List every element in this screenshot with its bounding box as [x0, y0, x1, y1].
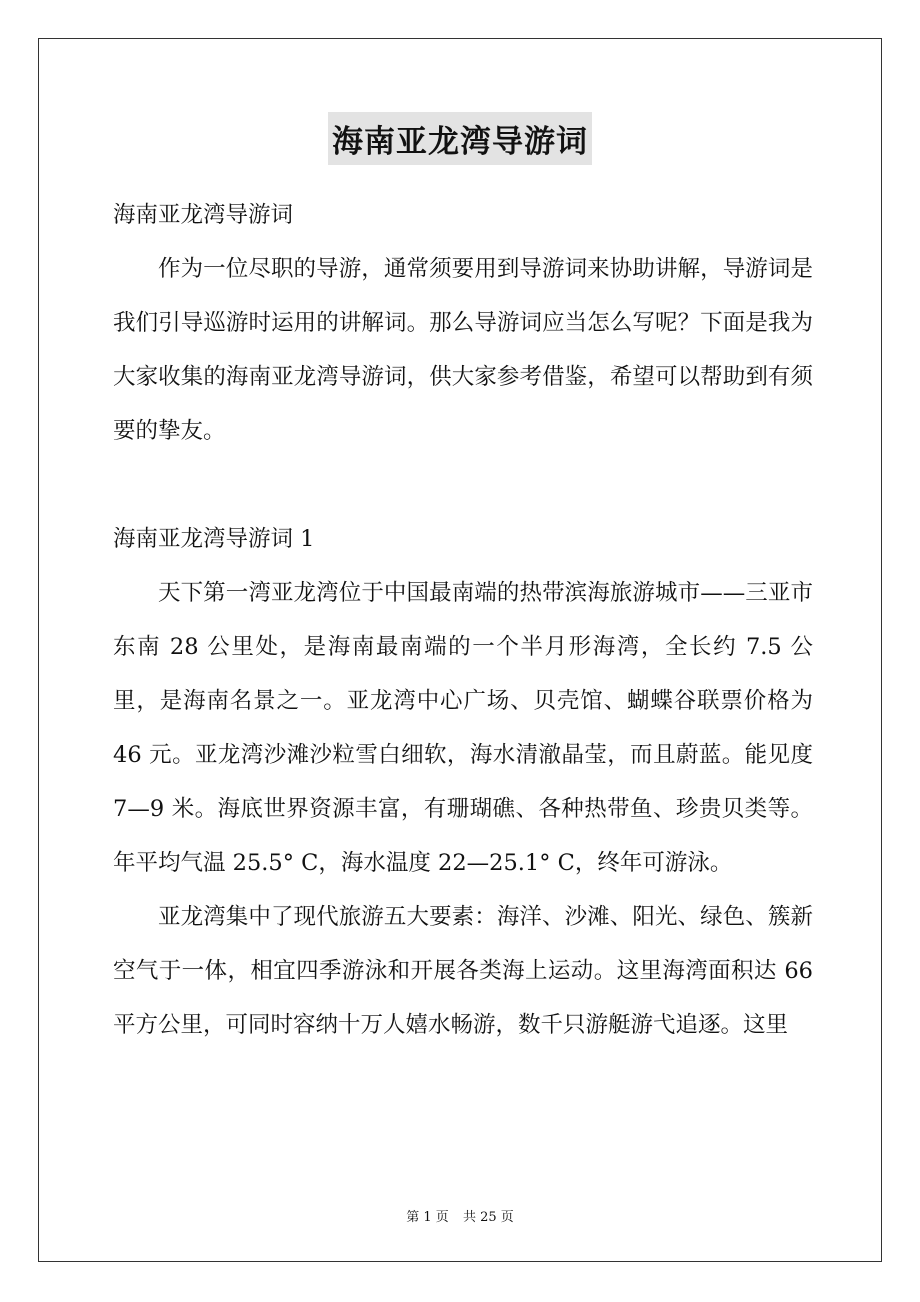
- section-spacer: [113, 458, 813, 512]
- page-total: 共 25 页: [462, 1210, 514, 1225]
- intro-heading: 海南亚龙湾导游词: [113, 202, 294, 228]
- intro-paragraph: 作为一位尽职的导游，通常须要用到导游词来协助讲解，导游词是我们引导巡游时运用的讲解词。那么导游词应当怎么写呢？下面是我为大家收集的海南亚龙湾导游词，供大家参考借鉴，希望可以帮助到有须要的挚友。: [113, 256, 813, 444]
- section1-heading: 海南亚龙湾导游词 1: [113, 526, 315, 552]
- page-footer: [0, 1206, 920, 1225]
- document-body: [113, 188, 813, 1052]
- title-container: [0, 112, 920, 165]
- document-title: 海南亚龙湾导游词: [328, 112, 592, 165]
- section1-paragraph-1: 天下第一湾亚龙湾位于中国最南端的热带滨海旅游城市——三亚市东南 28 公里处，是海南最南端的一个半月形海湾，全长约 7.5 公里，是海南名景之一。亚龙湾中心广场、贝壳馆、蝴蝶谷联票价格为 46 元。亚龙湾沙滩沙粒雪白细软，海水清澈晶莹，而且蔚蓝。能见度 7—9 米。海底世界资源丰富，有珊瑚礁、各种热带鱼、珍贵贝类等。年平均气温 25.5° C，海水温度 22—25.1° C，终年可游泳。: [113, 580, 813, 876]
- section1-paragraph-2: 亚龙湾集中了现代旅游五大要素：海洋、沙滩、阳光、绿色、簇新空气于一体，相宜四季游泳和开展各类海上运动。这里海湾面积达 66 平方公里，可同时容纳十万人嬉水畅游，数千只游艇游弋追逐。这里: [113, 904, 813, 1038]
- page-number: 第 1 页: [406, 1210, 449, 1225]
